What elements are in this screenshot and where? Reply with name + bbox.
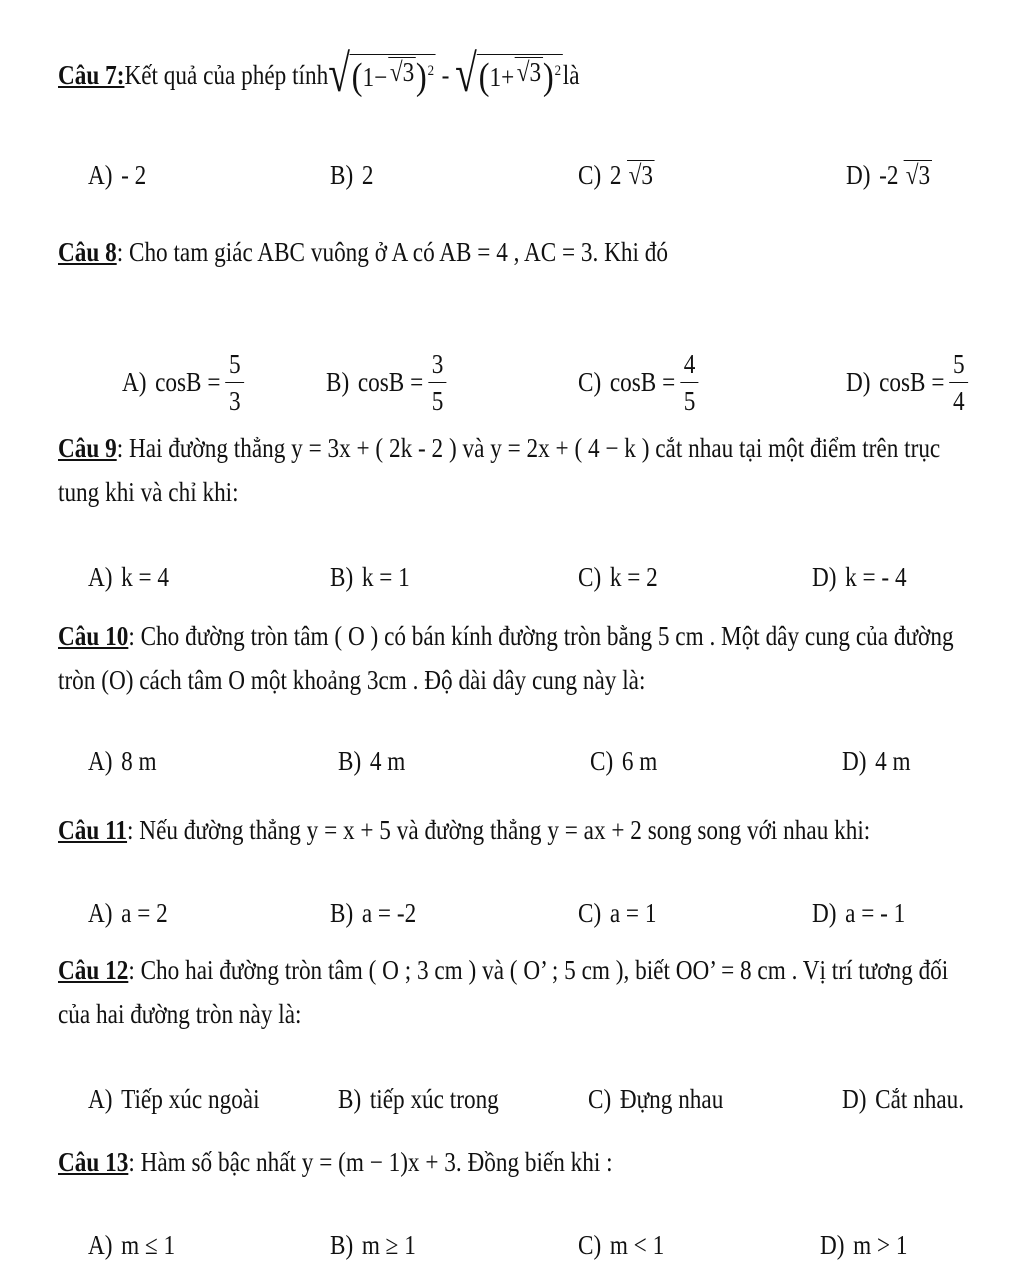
option-b[interactable]: B) k = 1: [330, 562, 410, 592]
option-a[interactable]: A) Tiếp xúc ngoài: [88, 1084, 260, 1114]
option-a[interactable]: A) cosB = $\frac{5}{3}$: [122, 346, 244, 419]
option-c[interactable]: C) a = 1: [578, 898, 657, 928]
option-d[interactable]: D) k = - 4: [812, 562, 907, 592]
option-b[interactable]: B) 2: [330, 160, 374, 190]
question-text: : Hàm số bậc nhất y = (m − 1)x + 3. Đồng biến khi :: [128, 1147, 613, 1177]
option-a[interactable]: A) - 2: [88, 160, 147, 190]
question-label: Câu 13: [58, 1147, 129, 1177]
question-text: Kết quả của phép tính: [124, 59, 329, 90]
question-11: [58, 808, 978, 852]
option-c[interactable]: C) cosB = $\frac{4}{5}$: [578, 346, 699, 419]
option-c[interactable]: C) k = 2: [578, 562, 658, 592]
question-9: [58, 426, 978, 514]
option-d[interactable]: D) 4 m: [842, 746, 911, 776]
question-label: Câu 7:: [58, 59, 125, 90]
option-d[interactable]: D) m > 1: [820, 1230, 908, 1260]
option-a[interactable]: A) m ≤ 1: [88, 1230, 176, 1260]
option-b[interactable]: B) m ≥ 1: [330, 1230, 416, 1260]
question-label: Câu 8: [58, 237, 117, 267]
question-13: [58, 1140, 978, 1184]
option-d[interactable]: D) -2 √3: [846, 160, 931, 190]
option-b[interactable]: B) a = -2: [330, 898, 417, 928]
option-b[interactable]: B) 4 m: [338, 746, 406, 776]
question-label: Câu 10: [58, 621, 129, 651]
option-c[interactable]: C) m < 1: [578, 1230, 665, 1260]
question-text: : Cho đường tròn tâm ( O ) có bán kính đường tròn bằng 5 cm . Một dây cung của đường tròn (O) cách tâm O một khoảng 3cm . Độ dài dây cung này là:: [58, 621, 954, 695]
option-a[interactable]: A) k = 4: [88, 562, 170, 592]
question-text: : Hai đường thẳng y = 3x + ( 2k - 2 ) và y = 2x + ( 4 − k ) cắt nhau tại một điểm trên trục tung khi và chỉ khi:: [58, 433, 941, 507]
minus-sign: -: [435, 59, 456, 90]
option-c[interactable]: C) Đựng nhau: [588, 1084, 724, 1114]
question-text: : Nếu đường thẳng y = x + 5 và đường thẳng y = ax + 2 song song với nhau khi:: [127, 815, 871, 845]
option-b[interactable]: B) tiếp xúc trong: [338, 1084, 499, 1114]
option-c[interactable]: C) 6 m: [590, 746, 658, 776]
question-text-end: là: [562, 59, 580, 90]
question-text: : Cho tam giác ABC vuông ở A có AB = 4 , AC = 3. Khi đó: [116, 237, 668, 267]
option-b[interactable]: B) cosB = $\frac{3}{5}$: [326, 346, 447, 419]
option-a[interactable]: A) a = 2: [88, 898, 168, 928]
option-a[interactable]: A) 8 m: [88, 746, 157, 776]
question-7: [58, 44, 978, 103]
question-label: Câu 9: [58, 433, 117, 463]
option-d[interactable]: D) a = - 1: [812, 898, 906, 928]
question-8: [58, 230, 978, 274]
option-d[interactable]: D) Cắt nhau.: [842, 1084, 965, 1114]
question-label: Câu 12: [58, 955, 129, 985]
question-12: [58, 948, 978, 1036]
option-c[interactable]: C) 2 √3: [578, 160, 654, 190]
root-expression-2: √ ( 1+ √3 ) 2: [455, 44, 562, 103]
option-d[interactable]: D) cosB = $\frac{5}{4}$: [846, 346, 968, 419]
question-10: [58, 614, 978, 702]
question-text: : Cho hai đường tròn tâm ( O ; 3 cm ) và ( O’ ; 5 cm ), biết OO’ = 8 cm . Vị trí tương đối của hai đường tròn này là:: [58, 955, 949, 1029]
question-label: Câu 11: [58, 815, 128, 845]
root-expression-1: √ ( 1− √3 ) 2: [328, 44, 435, 103]
